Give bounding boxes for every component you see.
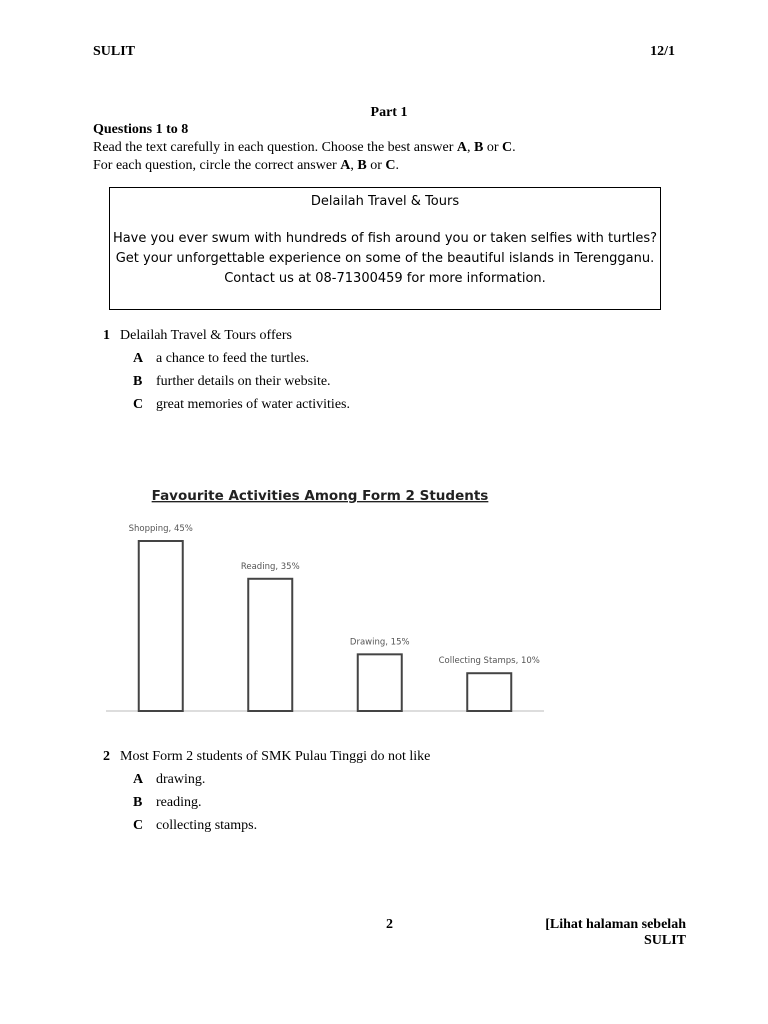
footer-turn-over bbox=[545, 917, 686, 949]
instructions-line-2: For each question, circle the correct answer A, B or C. bbox=[93, 158, 399, 173]
question-text: Most Form 2 students of SMK Pulau Tinggi do not like bbox=[120, 749, 431, 764]
bar-shopping bbox=[139, 541, 183, 711]
option-letter: B bbox=[133, 795, 143, 810]
instructions-heading: Questions 1 to 8 bbox=[93, 122, 189, 137]
advert-line-1: Have you ever swum with hundreds of fish around you or taken selfies with turtles? bbox=[112, 231, 658, 246]
question-number: 2 bbox=[103, 749, 110, 764]
question-2-option-b[interactable] bbox=[133, 795, 201, 811]
option-letter: B bbox=[133, 374, 143, 389]
option-letter: C bbox=[133, 818, 144, 833]
question-1-option-c[interactable] bbox=[133, 397, 350, 413]
bar-reading bbox=[248, 579, 292, 711]
advert-box bbox=[109, 187, 661, 310]
option-text: great memories of water activities. bbox=[156, 397, 350, 412]
bar-label-collecting-stamps: Collecting Stamps, 10% bbox=[438, 656, 540, 667]
page-number: 2 bbox=[386, 917, 393, 932]
bar-collecting-stamps bbox=[467, 673, 511, 711]
footer-sulit: SULIT bbox=[643, 933, 686, 948]
advert-line-3: Contact us at 08-71300459 for more information. bbox=[224, 271, 546, 286]
chart-title: Favourite Activities Among Form 2 Students bbox=[151, 488, 489, 504]
advert-line-2: Get your unforgettable experience on some of the beautiful islands in Terengganu. bbox=[115, 251, 655, 266]
option-text: further details on their website. bbox=[156, 374, 331, 389]
footer-turn-over-text: [Lihat halaman sebelah bbox=[545, 917, 686, 932]
part-title: Part 1 bbox=[370, 105, 408, 120]
question-2-option-a[interactable] bbox=[133, 772, 205, 788]
activities-bar-chart bbox=[0, 478, 768, 718]
header-sulit: SULIT bbox=[93, 44, 136, 59]
question-1-option-b[interactable] bbox=[133, 374, 331, 390]
bar-label-reading: Reading, 35% bbox=[240, 561, 300, 572]
question-text: Delailah Travel & Tours offers bbox=[120, 328, 292, 343]
instructions bbox=[93, 121, 516, 175]
header-paper-code: 12/1 bbox=[650, 44, 675, 59]
question-1-option-a[interactable] bbox=[133, 351, 309, 367]
bar-label-shopping: Shopping, 45% bbox=[128, 524, 193, 534]
option-letter: C bbox=[133, 397, 144, 412]
option-text: drawing. bbox=[156, 772, 206, 787]
question-1 bbox=[103, 328, 292, 344]
advert-title: Delailah Travel & Tours bbox=[310, 194, 460, 209]
option-text: collecting stamps. bbox=[156, 818, 258, 833]
question-2 bbox=[103, 749, 430, 765]
option-text: reading. bbox=[156, 795, 202, 810]
instructions-line-1: Read the text carefully in each question. Choose the best answer A, B or C. bbox=[93, 140, 516, 155]
question-2-option-c[interactable] bbox=[133, 818, 257, 834]
bar-label-drawing: Drawing, 15% bbox=[349, 637, 410, 648]
bar-drawing bbox=[358, 654, 402, 711]
option-letter: A bbox=[133, 351, 144, 366]
question-number: 1 bbox=[103, 328, 110, 343]
option-letter: A bbox=[133, 772, 144, 787]
option-text: a chance to feed the turtles. bbox=[156, 351, 310, 366]
